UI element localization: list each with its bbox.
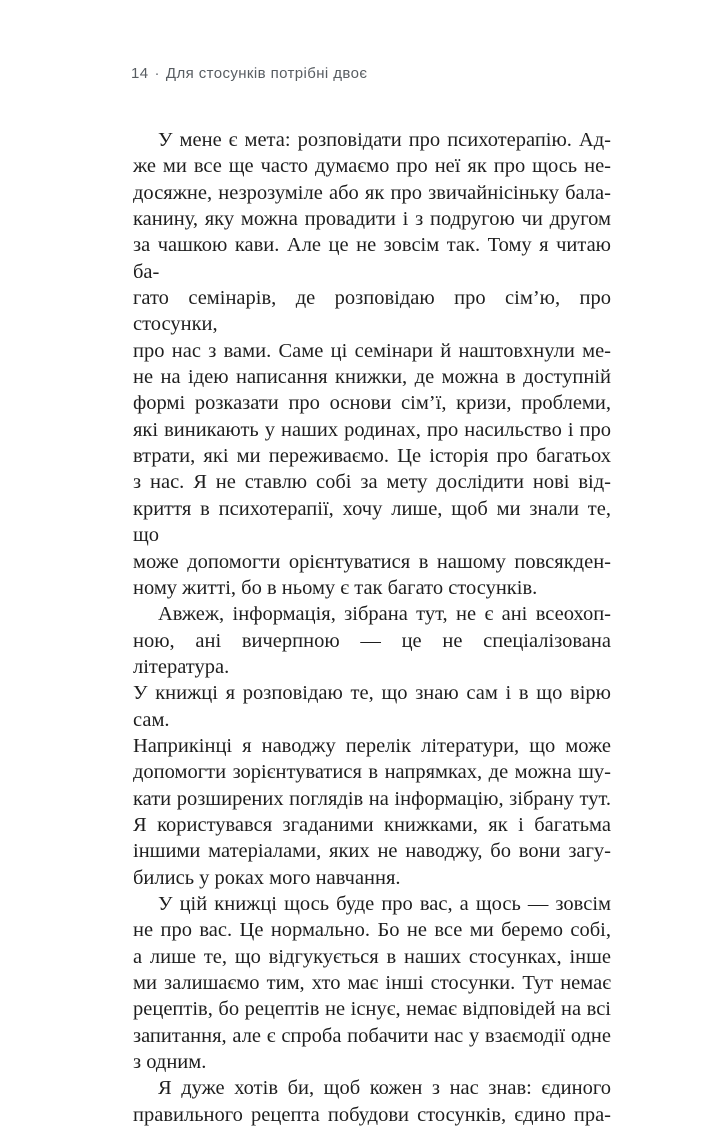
text-line: формі розказати про основи сім’ї, кризи, проблеми,: [133, 392, 611, 415]
text-line: про нас з вами. Саме ці семінари й наштовхнули ме-: [133, 339, 611, 362]
page-header: [131, 64, 367, 84]
header-separator: ·: [154, 65, 160, 82]
text-line: запитання, але є спроба побачити нас у взаємодії одне: [133, 1024, 611, 1047]
text-line: ною, ані вичерпною — це не спеціалізована література.: [133, 629, 611, 678]
text-line: криття в психотерапії, хочу лише, щоб ми знали те, що: [133, 497, 611, 547]
text-line: рецептів, бо рецептів не існує, немає відповідей на всі: [133, 998, 611, 1021]
text-line: бились у роках мого навчання.: [133, 866, 401, 889]
text-line: же ми все ще часто думаємо про неї як про щось не-: [133, 155, 611, 178]
page-number: 14: [131, 65, 149, 82]
text-line: Авжеж, інформація, зібрана тут, не є ані всеохоп-: [158, 603, 611, 626]
text-line: кати розширених поглядів на інформацію, зібрану тут.: [133, 787, 611, 810]
text-line: Наприкінці я наводжу перелік літератури, що може: [133, 734, 611, 757]
text-line: які виникають у наших родинах, про насильство і про: [133, 418, 611, 441]
paragraph: [133, 891, 611, 1075]
text-line: за чашкою кави. Але це не зовсім так. Тому я читаю ба-: [133, 234, 611, 283]
text-line: іншими матеріалами, яких не наводжу, бо вони загу-: [133, 840, 611, 863]
paragraph: [133, 127, 611, 601]
paragraph: [133, 1075, 611, 1128]
text-line: допомогти зорієнтуватися в напрямках, де можна шу-: [133, 761, 611, 784]
text-line: не на ідею написання книжки, де можна в доступній: [133, 366, 611, 389]
text-line: з нас. Я не ставлю собі за мету дослідити нові від-: [133, 471, 611, 494]
text-line: Я користувався згаданими книжками, як і багатьма: [133, 813, 611, 836]
text-line: канину, яку можна провадити і з подругою чи другом: [133, 208, 611, 231]
text-line: Я дуже хотів би, щоб кожен з нас знав: єдиного: [158, 1077, 611, 1100]
text-line: втрати, які ми переживаємо. Це історія про багатьох: [133, 445, 611, 468]
text-line: У мене є мета: розповідати про психотерапію. Ад-: [158, 129, 611, 151]
text-line: У книжці я розповідаю те, що знаю сам і в що вірю сам.: [133, 682, 611, 731]
text-line: може допомогти орієнтуватися в нашому повсякден-: [133, 550, 611, 573]
text-line: гато семінарів, де розповідаю про сім’ю, про стосунки,: [133, 287, 611, 336]
body-text: [133, 127, 611, 1128]
text-line: досяжне, незрозуміле або як про звичайнісіньку бала-: [133, 181, 611, 204]
text-line: ми залишаємо тим, хто має інші стосунки. Тут немає: [133, 972, 611, 994]
text-line: правильного рецепта побудови стосунків, єдино пра-: [133, 1103, 611, 1126]
paragraph: [133, 601, 611, 891]
text-line: а лише те, що відгукується в наших стосунках, інше: [133, 945, 611, 968]
text-line: з одним.: [133, 1051, 207, 1074]
text-line: не про вас. Це нормально. Бо не все ми беремо собі,: [133, 919, 611, 942]
book-title: Для стосунків потрібні двоє: [165, 65, 368, 82]
text-line: ному житті, бо в ньому є так багато стосунків.: [133, 576, 538, 599]
text-line: У цій книжці щось буде про вас, а щось — зовсім: [158, 892, 611, 915]
